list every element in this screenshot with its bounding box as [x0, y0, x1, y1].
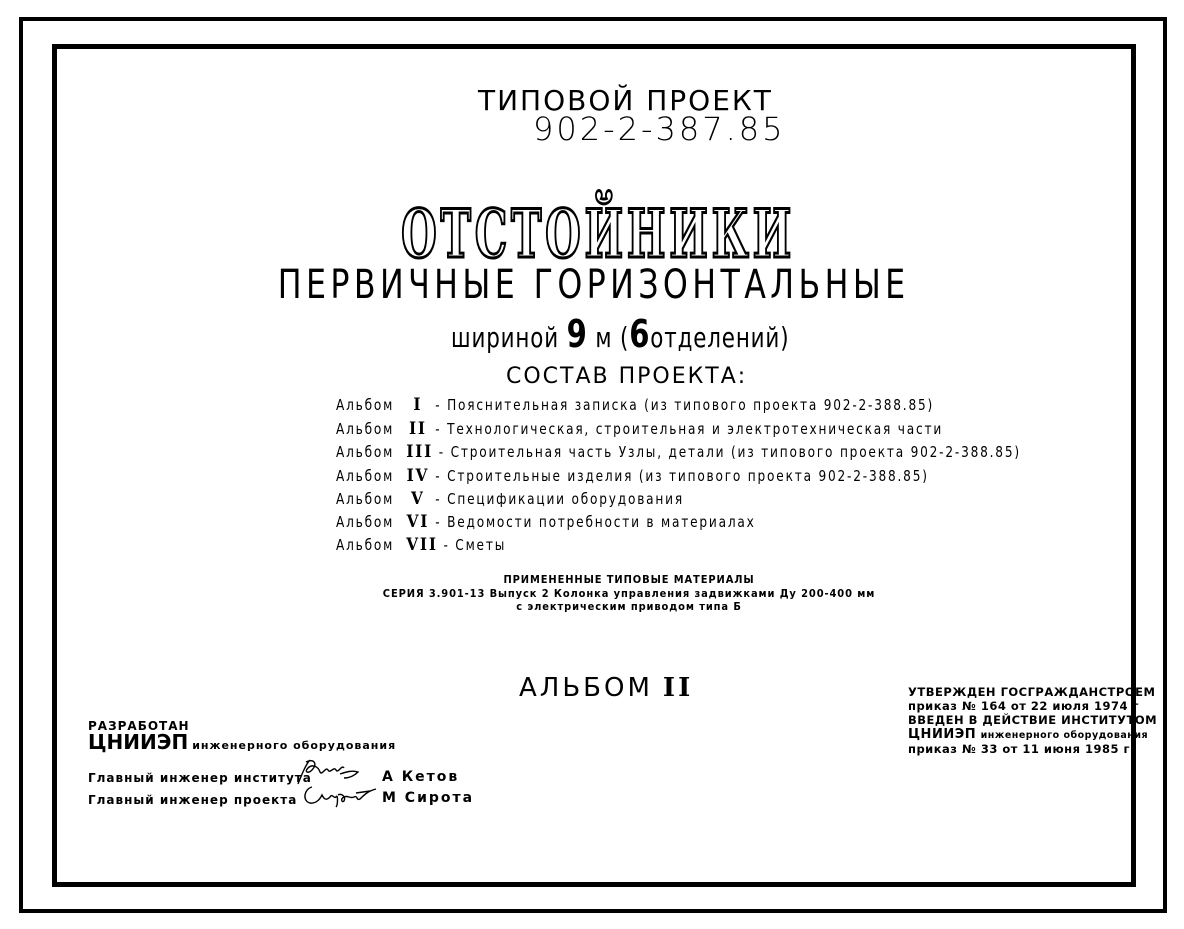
album-roman: VII — [406, 535, 438, 555]
album-label: Альбом — [336, 443, 395, 461]
approval-org-sub: инженерного оборудования — [980, 730, 1149, 741]
materials-heading: ПРИМЕНЕННЫЕ ТИПОВЫЕ МАТЕРИАЛЫ — [503, 573, 755, 586]
album-roman: I — [413, 395, 423, 415]
document-type-title: ТИПОВОЙ ПРОЕКТ — [478, 84, 773, 117]
album-main-label: АЛЬБОМ — [519, 673, 653, 703]
album-roman: V — [411, 489, 425, 509]
album-label: Альбом — [336, 513, 395, 531]
album-label: Альбом — [336, 467, 395, 485]
album-description: - Строительные изделия (из типового проекта 902-2-388.85) — [435, 467, 929, 485]
album-roman: III — [406, 442, 434, 462]
album-label: Альбом — [336, 490, 395, 508]
chief-project-name: М Сирота — [382, 790, 475, 806]
sections-text: отделений) — [650, 321, 790, 354]
album-label: Альбом — [336, 420, 395, 438]
approval-line-5: приказ № 33 от 11 июня 1985 г — [908, 742, 1130, 756]
chief-institute-name: А Кетов — [382, 769, 460, 785]
album-list-item — [336, 395, 934, 415]
width-prefix: шириной — [451, 321, 559, 354]
album-description: - Сметы — [443, 536, 507, 554]
developer-org-name: ЦНИИЭП — [88, 730, 189, 754]
main-title: ОТСТОЙНИКИ — [401, 195, 795, 273]
approval-line-1: УТВЕРЖДЕН ГОСГРАЖДАНСТРОЕМ — [908, 685, 1156, 699]
album-list-item — [336, 466, 929, 486]
approval-line-4 — [908, 728, 1148, 742]
album-description: - Пояснительная записка (из типового проекта 902-2-388.85) — [435, 396, 935, 414]
main-subtitle: ПЕРВИЧНЫЕ ГОРИЗОНТАЛЬНЫЕ — [277, 262, 910, 308]
width-unit: м ( — [595, 321, 630, 354]
materials-line-2: с электрическим приводом типа Б — [516, 600, 742, 613]
album-description: - Спецификации оборудования — [435, 490, 684, 508]
album-roman: VI — [406, 512, 430, 532]
developer-org — [88, 730, 396, 754]
width-subtitle — [451, 312, 789, 356]
album-list-item — [336, 512, 756, 532]
album-label: Альбом — [336, 536, 395, 554]
project-number: 902-2-387.85 — [533, 110, 786, 148]
approval-line-2: приказ № 164 от 22 июля 1974 г — [908, 699, 1139, 713]
album-main-roman: II — [662, 673, 694, 703]
album-label: Альбом — [336, 396, 395, 414]
developer-label: РАЗРАБОТАН — [88, 719, 190, 733]
composition-heading: СОСТАВ ПРОЕКТА: — [506, 364, 748, 389]
album-roman: II — [408, 419, 427, 439]
chief-project-label: Главный инженер проекта — [88, 793, 298, 807]
album-list-item — [336, 442, 1021, 462]
album-list-item — [336, 489, 684, 509]
developer-org-sub: инженерного оборудования — [192, 739, 397, 752]
materials-line-1: СЕРИЯ 3.901-13 Выпуск 2 Колонка управления задвижками Ду 200-400 мм — [382, 587, 876, 600]
sections-value: 6 — [629, 312, 651, 356]
album-list-item — [336, 535, 506, 555]
approval-org: ЦНИИЭП — [908, 727, 977, 742]
album-description: - Технологическая, строительная и электротехническая части — [435, 420, 944, 438]
album-number — [519, 673, 693, 703]
album-description: - Строительная часть Узлы, детали (из типового проекта 902-2-388.85) — [438, 443, 1021, 461]
album-description: - Ведомости потребности в материалах — [435, 513, 756, 531]
width-value: 9 — [566, 312, 588, 356]
chief-institute-label: Главный инженер института — [88, 771, 312, 785]
signature-chief-project — [298, 779, 380, 809]
album-list-item — [336, 419, 943, 439]
approval-line-3: ВВЕДЕН В ДЕЙСТВИЕ ИНСТИТУТОМ — [908, 713, 1158, 727]
album-roman: IV — [406, 466, 430, 486]
